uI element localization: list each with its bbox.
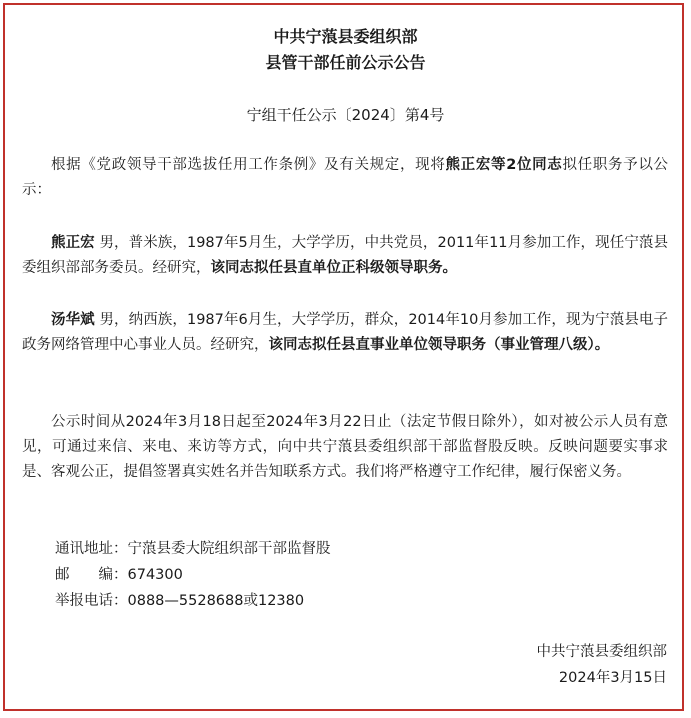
person-details: 男，纳西族，1987年6月生，大学学历，群众，2014年10月参加工作，现为宁蒗县电子政务网络管理中心事业人员。经研究， [22, 312, 668, 353]
intro-text-2: 拟任职务予以公示： [22, 157, 669, 198]
person-proposal: 该同志拟任县直事业单位领导职务（事业管理八级）。 [268, 337, 610, 353]
contact-postcode: 邮 编：674300 [55, 567, 183, 583]
person-paragraph-2 [22, 308, 668, 358]
title-line-2: 县管干部任前公示公告 [265, 53, 426, 72]
intro-bold: 熊正宏等2位同志 [445, 157, 563, 173]
signature-date: 2024年3月15日 [558, 670, 667, 686]
person-name: 熊正宏 [51, 235, 95, 251]
intro-text-1: 根据《党政领导干部选拔任用工作条例》及有关规定，现将 [51, 157, 446, 173]
document-number: 宁组干任公示〔2024〕第4号 [246, 106, 445, 124]
intro-paragraph [22, 153, 668, 203]
contact-address: 通讯地址：宁蒗县委大院组织部干部监督股 [55, 541, 331, 557]
person-proposal: 该同志拟任县直单位正科级领导职务。 [210, 260, 457, 276]
notice-paragraph: 公示时间从2024年3月18日起至2024年3月22日止（法定节假日除外），如对被公示人员有意见，可通过来信、来电、来访等方式，向中共宁蒗县委组织部干部监督股反映。反映问题要实事求是、客观公正，提倡签署真实姓名并告知联系方式。我们将严格遵守工作纪律，履行保密义务。 [22, 414, 668, 480]
person-paragraph-1 [22, 231, 668, 281]
title-line-1: 中共宁蒗县委组织部 [273, 27, 418, 46]
contact-phone: 举报电话：0888—5528688或12380 [55, 593, 305, 609]
person-name: 汤华斌 [51, 312, 95, 328]
signature-org: 中共宁蒗县委组织部 [536, 644, 667, 660]
person-details: 男，普米族，1987年5月生，大学学历，中共党员，2011年11月参加工作，现任宁蒗县委组织部部务委员。经研究， [22, 235, 668, 276]
